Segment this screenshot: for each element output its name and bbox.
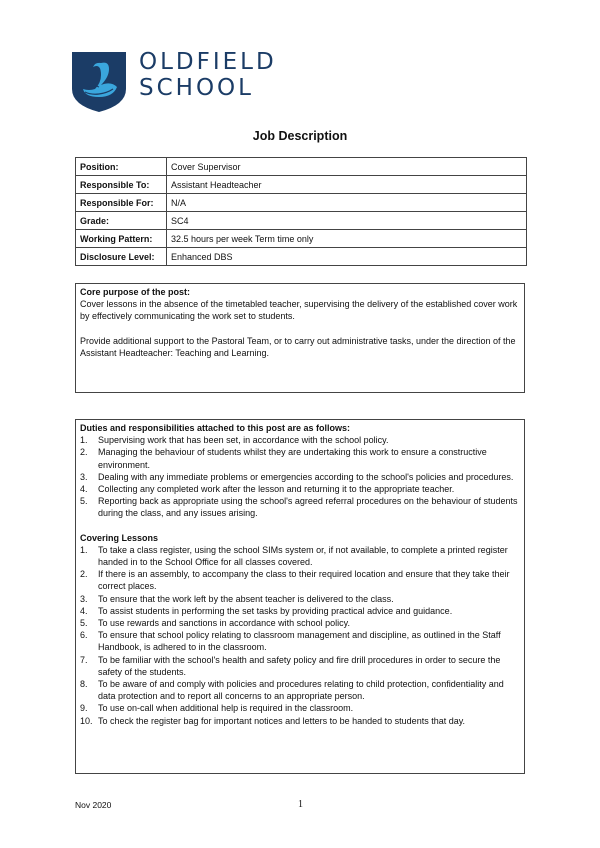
school-name	[139, 49, 277, 101]
row-label: Working Pattern:	[76, 230, 167, 248]
page-title: Job Description	[252, 129, 348, 143]
duties-list	[80, 434, 520, 519]
list-item: 2. Managing the behaviour of students whilst they are undertaking this work to ensure a constructive environment.	[80, 447, 487, 470]
row-value: N/A	[167, 194, 527, 212]
job-info-table	[75, 157, 527, 266]
table-row	[76, 176, 527, 194]
table-row	[76, 158, 527, 176]
footer-date: Nov 2020	[75, 800, 112, 810]
list-item: 10. To check the register bag for important notices and letters to be handed to students that day.	[80, 715, 466, 726]
table-row	[76, 230, 527, 248]
row-label: Responsible To:	[76, 176, 167, 194]
list-item: 3. To ensure that the work left by the absent teacher is delivered to the class.	[80, 593, 394, 604]
table-row	[76, 212, 527, 230]
table-row	[76, 248, 527, 266]
row-label: Position:	[76, 158, 167, 176]
school-name-line1: OLDFIELD	[139, 49, 277, 75]
page-number: 1	[298, 799, 303, 810]
list-item: 3. Dealing with any immediate problems or emergencies according to the school's policies and procedures.	[80, 471, 514, 482]
covering-list	[80, 544, 520, 727]
duties-box	[75, 419, 525, 774]
list-item: 1. Supervising work that has been set, in accordance with the school policy.	[80, 435, 389, 446]
core-purpose-para: Cover lessons in the absence of the timetabled teacher, supervising the delivery of the established cover work by effectively communicating the work set to students.	[80, 299, 518, 322]
row-label: Grade:	[76, 212, 167, 230]
core-purpose-heading: Core purpose of the post:	[80, 287, 190, 297]
row-label: Disclosure Level:	[76, 248, 167, 266]
row-value: SC4	[167, 212, 527, 230]
list-item: 8. To be aware of and comply with policies and procedures relating to child protection, confidentiality and data protection and to report all concerns to an appropriate person.	[80, 679, 504, 702]
duties-heading: Duties and responsibilities attached to this post are as follows:	[80, 423, 351, 433]
list-item: 4. Collecting any completed work after the lesson and returning it to the appropriate teacher.	[80, 484, 455, 495]
list-item: 9. To use on-call when additional help is required in the classroom.	[80, 703, 354, 714]
row-label: Responsible For:	[76, 194, 167, 212]
list-item: 5. To use rewards and sanctions in accordance with school policy.	[80, 618, 350, 629]
list-item: 7. To be familiar with the school's health and safety policy and fire drill procedures in order to secure the safety of the students.	[80, 654, 501, 677]
row-value: 32.5 hours per week Term time only	[167, 230, 527, 248]
row-value: Enhanced DBS	[167, 248, 527, 266]
list-item: 2. If there is an assembly, to accompany the class to their required location and ensure that they take their correct places.	[80, 569, 510, 592]
list-item: 5. Reporting back as appropriate using the school's agreed referral procedures on the behaviour of students during the class, and any issues arising.	[80, 496, 518, 519]
list-item: 1. To take a class register, using the school SIMs system or, if not available, to complete a printed register handed in to the School Office for all classes covered.	[80, 544, 508, 568]
core-purpose-para: Provide additional support to the Pastoral Team, or to carry out administrative tasks, under the direction of the Assistant Headteacher: Teaching and Learning.	[80, 335, 516, 358]
covering-heading: Covering Lessons	[80, 532, 159, 543]
row-value: Cover Supervisor	[167, 158, 527, 176]
list-item: 6. To ensure that school policy relating to classroom management and discipline, as outlined in the Staff Handbook, is adhered to in the classroom.	[80, 630, 501, 653]
table-row	[76, 194, 527, 212]
school-logo	[71, 51, 277, 113]
list-item: 4. To assist students in performing the set tasks by providing practical advice and guidance.	[80, 605, 453, 616]
school-name-line2: SCHOOL	[139, 75, 254, 101]
swan-shield-icon	[71, 51, 127, 113]
core-purpose-box	[75, 283, 525, 393]
row-value: Assistant Headteacher	[167, 176, 527, 194]
